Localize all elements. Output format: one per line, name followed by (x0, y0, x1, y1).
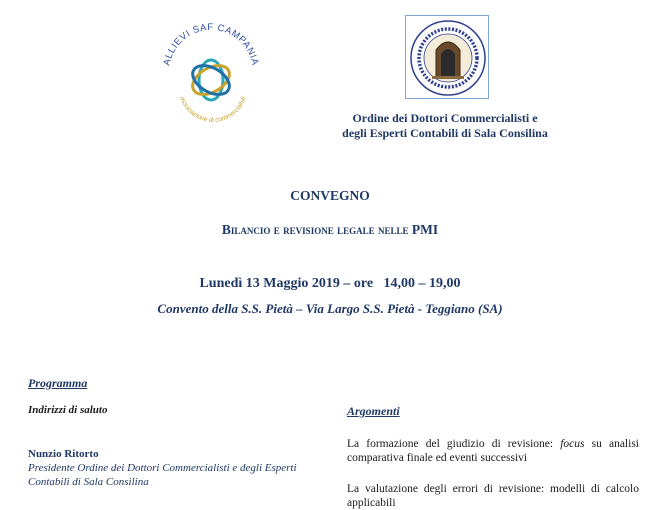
event-title-lead: B (221, 222, 231, 237)
topics-heading: Argomenti (347, 404, 400, 418)
program-greetings: Indirizzi di saluto (28, 404, 108, 416)
organizer-name (330, 111, 560, 141)
program-heading: Programma (28, 376, 88, 390)
event-title-rest: ilancio e revisione legale nelle PMI (230, 222, 439, 237)
topic-item-1 (347, 437, 639, 465)
event-venue: Convento della S.S. Pietà – Via Largo S.S. Pietà - Teggiano (SA) (157, 301, 503, 316)
speaker-name: Nunzio Ritorto (28, 448, 99, 460)
event-type-heading: CONVEGNO (290, 188, 370, 203)
event-title (0, 222, 660, 238)
topic-1-text-b: su analisi comparativa finale ed eventi successivi (347, 438, 639, 464)
allievi-saf-campania-logo (155, 22, 267, 122)
topic-1-emphasis: focus (560, 438, 585, 450)
topic-item-2: La valutazione degli errori di revisione: modelli di calcolo applicabili (347, 483, 639, 509)
speaker-role: Presidente Ordine dei Dottori Commercialisti e degli Esperti Contabili di Sala Consilina (28, 462, 297, 488)
order-seal-logo (405, 15, 489, 99)
topic-1-text-a: La formazione del giudizio di revisione: (347, 438, 561, 450)
svg-text:associazione di commercialisti: associazione di commercialisti (178, 95, 248, 122)
event-date-time: Lunedì 13 Maggio 2019 – ore 14,00 – 19,00 (199, 276, 461, 291)
saf-knot-emblem-icon (155, 22, 267, 122)
organizer-line-1: Ordine dei Dottori Commercialisti e (352, 111, 538, 125)
order-seal-icon (406, 16, 490, 100)
organizer-line-2: degli Esperti Contabili di Sala Consilina (342, 126, 548, 140)
svg-text:ALLIEVI SAF CAMPANIA: ALLIEVI SAF CAMPANIA (161, 22, 261, 67)
